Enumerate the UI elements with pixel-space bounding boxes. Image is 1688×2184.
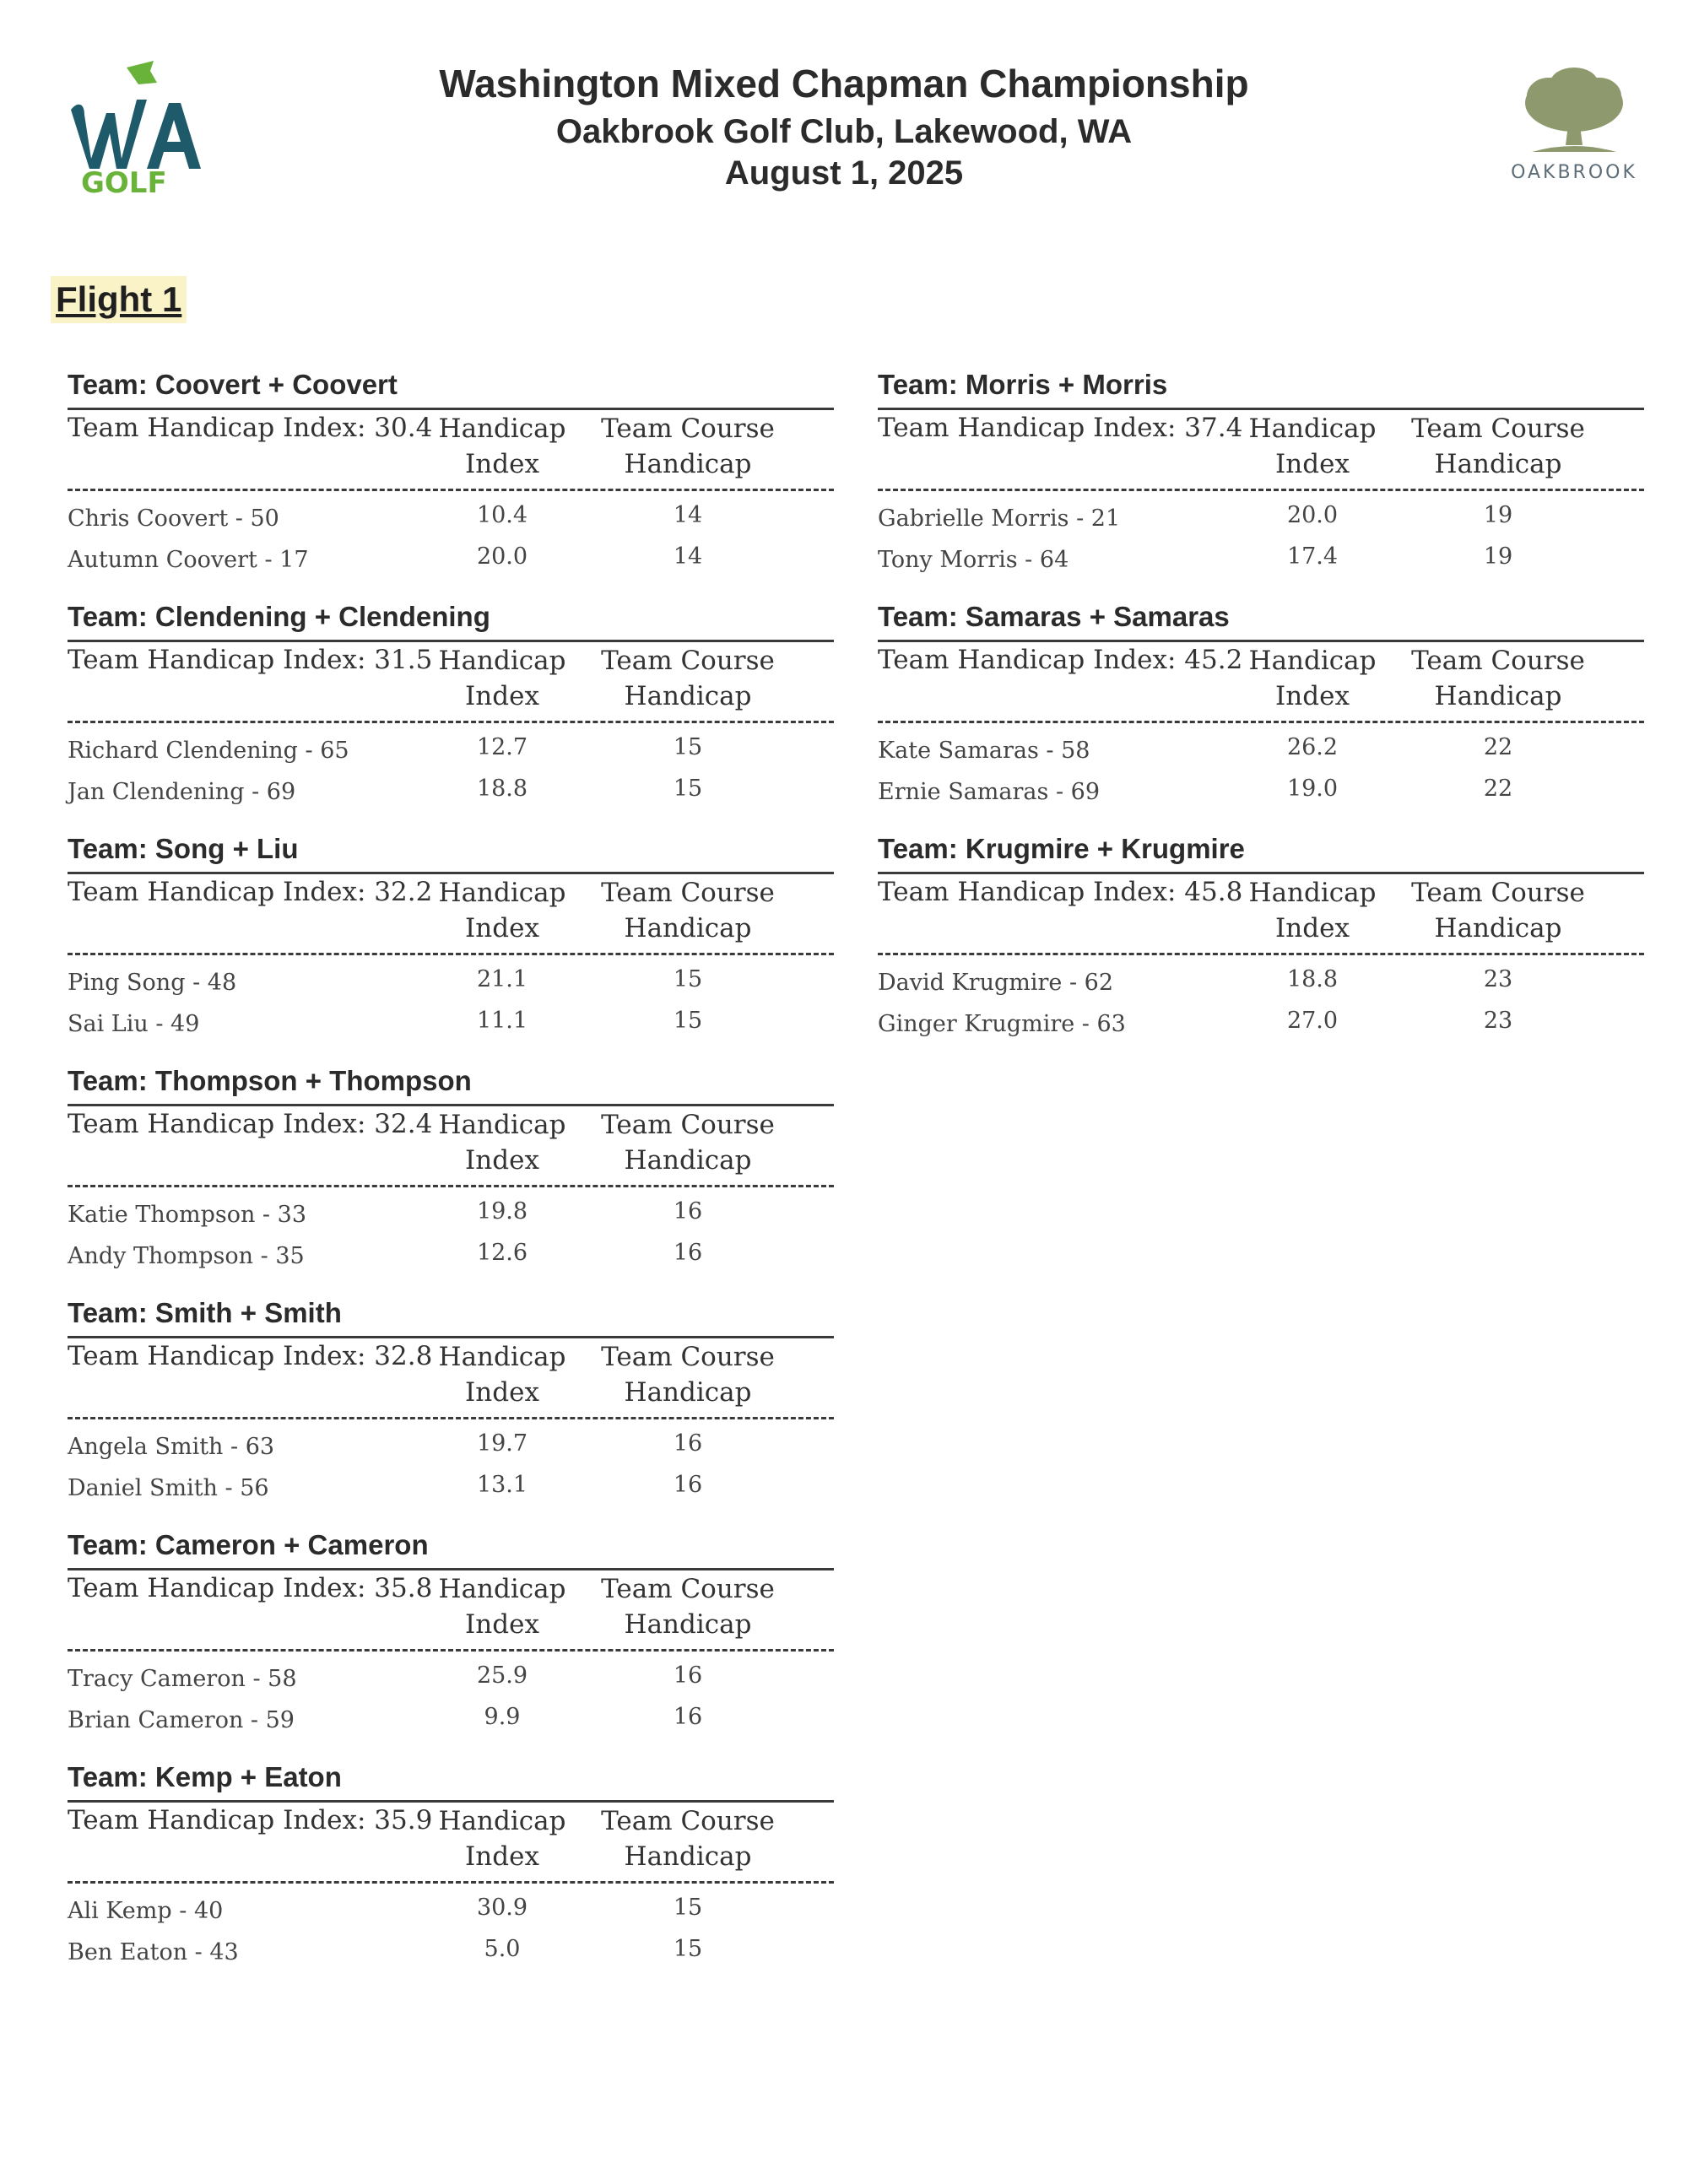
team-name: Team: Smith + Smith (68, 1297, 342, 1328)
team-handicap-index: Team Handicap Index: 30.4 (68, 413, 433, 443)
player-row (68, 1008, 834, 1045)
header-line: Index (465, 449, 539, 479)
player-row (68, 734, 834, 771)
team-course-handicap: 15 (673, 966, 703, 992)
header-line: Handicap (438, 1110, 566, 1140)
team-course-handicap: 22 (1483, 776, 1513, 802)
team-handicap-index: Team Handicap Index: 37.4 (878, 413, 1243, 443)
player-name: Ben Eaton - 43 (68, 1939, 239, 1965)
header-line: Index (465, 681, 539, 711)
team-course-handicap-header (591, 411, 785, 482)
player-row (68, 1198, 834, 1235)
team-handicap-index: Team Handicap Index: 32.8 (68, 1341, 433, 1371)
team-course-handicap-header (591, 875, 785, 946)
header-line: Index (465, 1609, 539, 1640)
dashed-divider (68, 1417, 834, 1419)
team-course-handicap: 14 (673, 502, 703, 528)
team-handicap-index: Team Handicap Index: 32.2 (68, 877, 433, 907)
handicap-index-header (430, 1803, 574, 1874)
handicap-index-header (430, 875, 574, 946)
event-date: August 1, 2025 (724, 154, 964, 192)
team-divider (878, 640, 1644, 642)
player-name: Tony Morris - 64 (878, 547, 1069, 573)
player-handicap-index: 11.1 (476, 1008, 528, 1034)
header-line: Handicap (624, 913, 752, 943)
team-handicap-index: Team Handicap Index: 32.4 (68, 1109, 433, 1139)
player-row (68, 543, 834, 581)
team-handicap-index: Team Handicap Index: 35.8 (68, 1573, 433, 1603)
header-line: Team Course (601, 1342, 775, 1372)
header-line: Handicap (438, 1806, 566, 1836)
team-block (68, 369, 836, 601)
header-line: Team Course (601, 1806, 775, 1836)
team-course-handicap-header (591, 643, 785, 714)
header-line: Handicap (624, 449, 752, 479)
team-divider (68, 1104, 834, 1106)
team-course-handicap: 15 (673, 1008, 703, 1034)
team-name: Team: Cameron + Cameron (68, 1529, 429, 1560)
player-row (68, 1704, 834, 1741)
header-line: Handicap (624, 681, 752, 711)
header-line: Team Course (601, 414, 775, 444)
team-course-handicap: 22 (1483, 734, 1513, 760)
player-handicap-index: 25.9 (476, 1662, 528, 1689)
team-divider (878, 408, 1644, 410)
player-row (878, 776, 1644, 813)
player-row (68, 1895, 834, 1932)
team-handicap-index: Team Handicap Index: 35.9 (68, 1805, 433, 1835)
player-name: Andy Thompson - 35 (68, 1243, 305, 1269)
player-handicap-index: 13.1 (476, 1472, 528, 1498)
handicap-index-header (1241, 875, 1384, 946)
team-divider (68, 1336, 834, 1338)
header-line: Handicap (438, 414, 566, 444)
team-handicap-index: Team Handicap Index: 31.5 (68, 645, 433, 675)
header-line: Team Course (601, 1574, 775, 1604)
player-name: Autumn Coovert - 17 (68, 547, 309, 573)
player-row (68, 1936, 834, 1973)
player-name: Gabrielle Morris - 21 (878, 505, 1121, 532)
player-row (878, 966, 1644, 1003)
team-block (68, 1065, 836, 1297)
player-row (878, 543, 1644, 581)
player-row (878, 502, 1644, 539)
player-row (68, 1662, 834, 1700)
player-name: Ali Kemp - 40 (68, 1898, 224, 1924)
header-line: Handicap (438, 878, 566, 908)
header-line: Team Course (1411, 414, 1585, 444)
handicap-index-header (430, 411, 574, 482)
team-handicap-index: Team Handicap Index: 45.8 (878, 877, 1243, 907)
handicap-index-header (430, 643, 574, 714)
team-course-handicap: 15 (673, 1936, 703, 1962)
player-handicap-index: 20.0 (1286, 502, 1339, 528)
header-line: Handicap (624, 1609, 752, 1640)
handicap-index-header (430, 1107, 574, 1178)
header-line: Team Course (601, 1110, 775, 1140)
header-line: Index (465, 1841, 539, 1872)
team-block (68, 1529, 836, 1761)
team-course-handicap-header (591, 1803, 785, 1874)
dashed-divider (68, 721, 834, 723)
player-handicap-index: 18.8 (476, 776, 528, 802)
header-line: Index (465, 1145, 539, 1176)
player-row (878, 1008, 1644, 1045)
team-name: Team: Thompson + Thompson (68, 1065, 472, 1096)
player-row (68, 1472, 834, 1509)
header-line: Handicap (1434, 681, 1562, 711)
player-handicap-index: 21.1 (476, 966, 528, 992)
dashed-divider (68, 489, 834, 491)
player-name: Richard Clendening - 65 (68, 738, 349, 764)
team-name: Team: Coovert + Coovert (68, 369, 398, 400)
player-name: Chris Coovert - 50 (68, 505, 279, 532)
team-course-handicap: 15 (673, 734, 703, 760)
team-block (68, 1297, 836, 1529)
handicap-index-header (430, 1571, 574, 1642)
team-course-handicap: 16 (673, 1704, 703, 1730)
player-handicap-index: 19.7 (476, 1430, 528, 1457)
oakbrook-wordmark: OAKBROOK (1511, 162, 1637, 183)
player-row (68, 776, 834, 813)
team-name: Team: Morris + Morris (878, 369, 1168, 400)
team-divider (68, 1800, 834, 1803)
player-row (878, 734, 1644, 771)
team-name: Team: Kemp + Eaton (68, 1761, 342, 1792)
player-name: Tracy Cameron - 58 (68, 1666, 297, 1692)
team-block (878, 369, 1646, 601)
team-course-handicap: 16 (673, 1240, 703, 1266)
player-row (68, 1240, 834, 1277)
header-line: Index (1275, 913, 1350, 943)
team-course-handicap-header (1401, 411, 1595, 482)
header-line: Handicap (624, 1841, 752, 1872)
team-course-handicap-header (1401, 643, 1595, 714)
player-handicap-index: 27.0 (1286, 1008, 1339, 1034)
player-name: Katie Thompson - 33 (68, 1202, 306, 1228)
team-name: Team: Samaras + Samaras (878, 601, 1230, 632)
header-line: Handicap (1248, 646, 1377, 676)
player-row (68, 966, 834, 1003)
header-line: Handicap (1248, 878, 1377, 908)
dashed-divider (68, 1649, 834, 1652)
header-line: Handicap (438, 646, 566, 676)
handicap-index-header (430, 1339, 574, 1410)
team-block (878, 601, 1646, 833)
player-name: Daniel Smith - 56 (68, 1475, 269, 1501)
header-line: Handicap (438, 1574, 566, 1604)
team-divider (68, 1568, 834, 1570)
team-course-handicap-header (591, 1571, 785, 1642)
team-name: Team: Song + Liu (68, 833, 299, 864)
player-handicap-index: 18.8 (1286, 966, 1339, 992)
header-line: Index (1275, 681, 1350, 711)
player-name: David Krugmire - 62 (878, 970, 1114, 996)
team-block (68, 601, 836, 833)
handicap-index-header (1241, 643, 1384, 714)
player-handicap-index: 17.4 (1286, 543, 1339, 570)
teams-right-column (878, 369, 1646, 1065)
player-row (68, 502, 834, 539)
player-handicap-index: 19.8 (476, 1198, 528, 1224)
team-course-handicap-header (591, 1107, 785, 1178)
header-line: Team Course (1411, 878, 1585, 908)
team-course-handicap: 15 (673, 1895, 703, 1921)
header-line: Handicap (1434, 913, 1562, 943)
svg-text:GOLF: GOLF (81, 166, 167, 194)
dashed-divider (878, 953, 1644, 955)
player-handicap-index: 19.0 (1286, 776, 1339, 802)
header-line: Handicap (624, 1145, 752, 1176)
header-line: Index (1275, 449, 1350, 479)
player-name: Sai Liu - 49 (68, 1011, 200, 1037)
team-course-handicap-header (1401, 875, 1595, 946)
dashed-divider (878, 489, 1644, 491)
header-line: Handicap (1248, 414, 1377, 444)
player-handicap-index: 5.0 (484, 1936, 521, 1962)
header-line: Team Course (601, 878, 775, 908)
player-name: Ginger Krugmire - 63 (878, 1011, 1126, 1037)
team-course-handicap: 23 (1483, 966, 1513, 992)
team-course-handicap: 16 (673, 1662, 703, 1689)
team-divider (68, 408, 834, 410)
oakbrook-logo (1498, 68, 1650, 186)
handicap-index-header (1241, 411, 1384, 482)
wa-golf-logo (66, 59, 209, 194)
player-name: Jan Clendening - 69 (68, 779, 296, 805)
team-course-handicap: 19 (1483, 502, 1513, 528)
team-course-handicap: 23 (1483, 1008, 1513, 1034)
player-row (68, 1430, 834, 1468)
header-line: Index (465, 1377, 539, 1408)
player-name: Brian Cameron - 59 (68, 1707, 295, 1733)
team-name: Team: Clendening + Clendening (68, 601, 490, 632)
dashed-divider (878, 721, 1644, 723)
header-line: Index (465, 913, 539, 943)
team-block (878, 833, 1646, 1065)
teams-left-column (68, 369, 836, 1993)
player-handicap-index: 12.7 (476, 734, 528, 760)
team-divider (68, 872, 834, 874)
header-line: Team Course (1411, 646, 1585, 676)
player-name: Angela Smith - 63 (68, 1434, 275, 1460)
flight-label: Flight 1 (51, 276, 187, 323)
team-name: Team: Krugmire + Krugmire (878, 833, 1245, 864)
team-course-handicap: 16 (673, 1198, 703, 1224)
dashed-divider (68, 1185, 834, 1187)
header-line: Handicap (438, 1342, 566, 1372)
dashed-divider (68, 953, 834, 955)
team-course-handicap: 15 (673, 776, 703, 802)
player-handicap-index: 9.9 (484, 1704, 521, 1730)
team-course-handicap: 16 (673, 1472, 703, 1498)
team-block (68, 833, 836, 1065)
team-course-handicap-header (591, 1339, 785, 1410)
player-handicap-index: 20.0 (476, 543, 528, 570)
team-course-handicap: 14 (673, 543, 703, 570)
player-handicap-index: 12.6 (476, 1240, 528, 1266)
page-title: Washington Mixed Chapman Championship (439, 62, 1249, 105)
player-name: Kate Samaras - 58 (878, 738, 1090, 764)
header-line: Handicap (1434, 449, 1562, 479)
player-handicap-index: 30.9 (476, 1895, 528, 1921)
dashed-divider (68, 1881, 834, 1884)
team-block (68, 1761, 836, 1993)
team-handicap-index: Team Handicap Index: 45.2 (878, 645, 1243, 675)
player-handicap-index: 26.2 (1286, 734, 1339, 760)
header-line: Handicap (624, 1377, 752, 1408)
team-divider (878, 872, 1644, 874)
header-line: Team Course (601, 646, 775, 676)
team-course-handicap: 16 (673, 1430, 703, 1457)
team-divider (68, 640, 834, 642)
venue-subtitle: Oakbrook Golf Club, Lakewood, WA (555, 113, 1133, 150)
player-name: Ping Song - 48 (68, 970, 237, 996)
player-name: Ernie Samaras - 69 (878, 779, 1100, 805)
player-handicap-index: 10.4 (476, 502, 528, 528)
team-course-handicap: 19 (1483, 543, 1513, 570)
